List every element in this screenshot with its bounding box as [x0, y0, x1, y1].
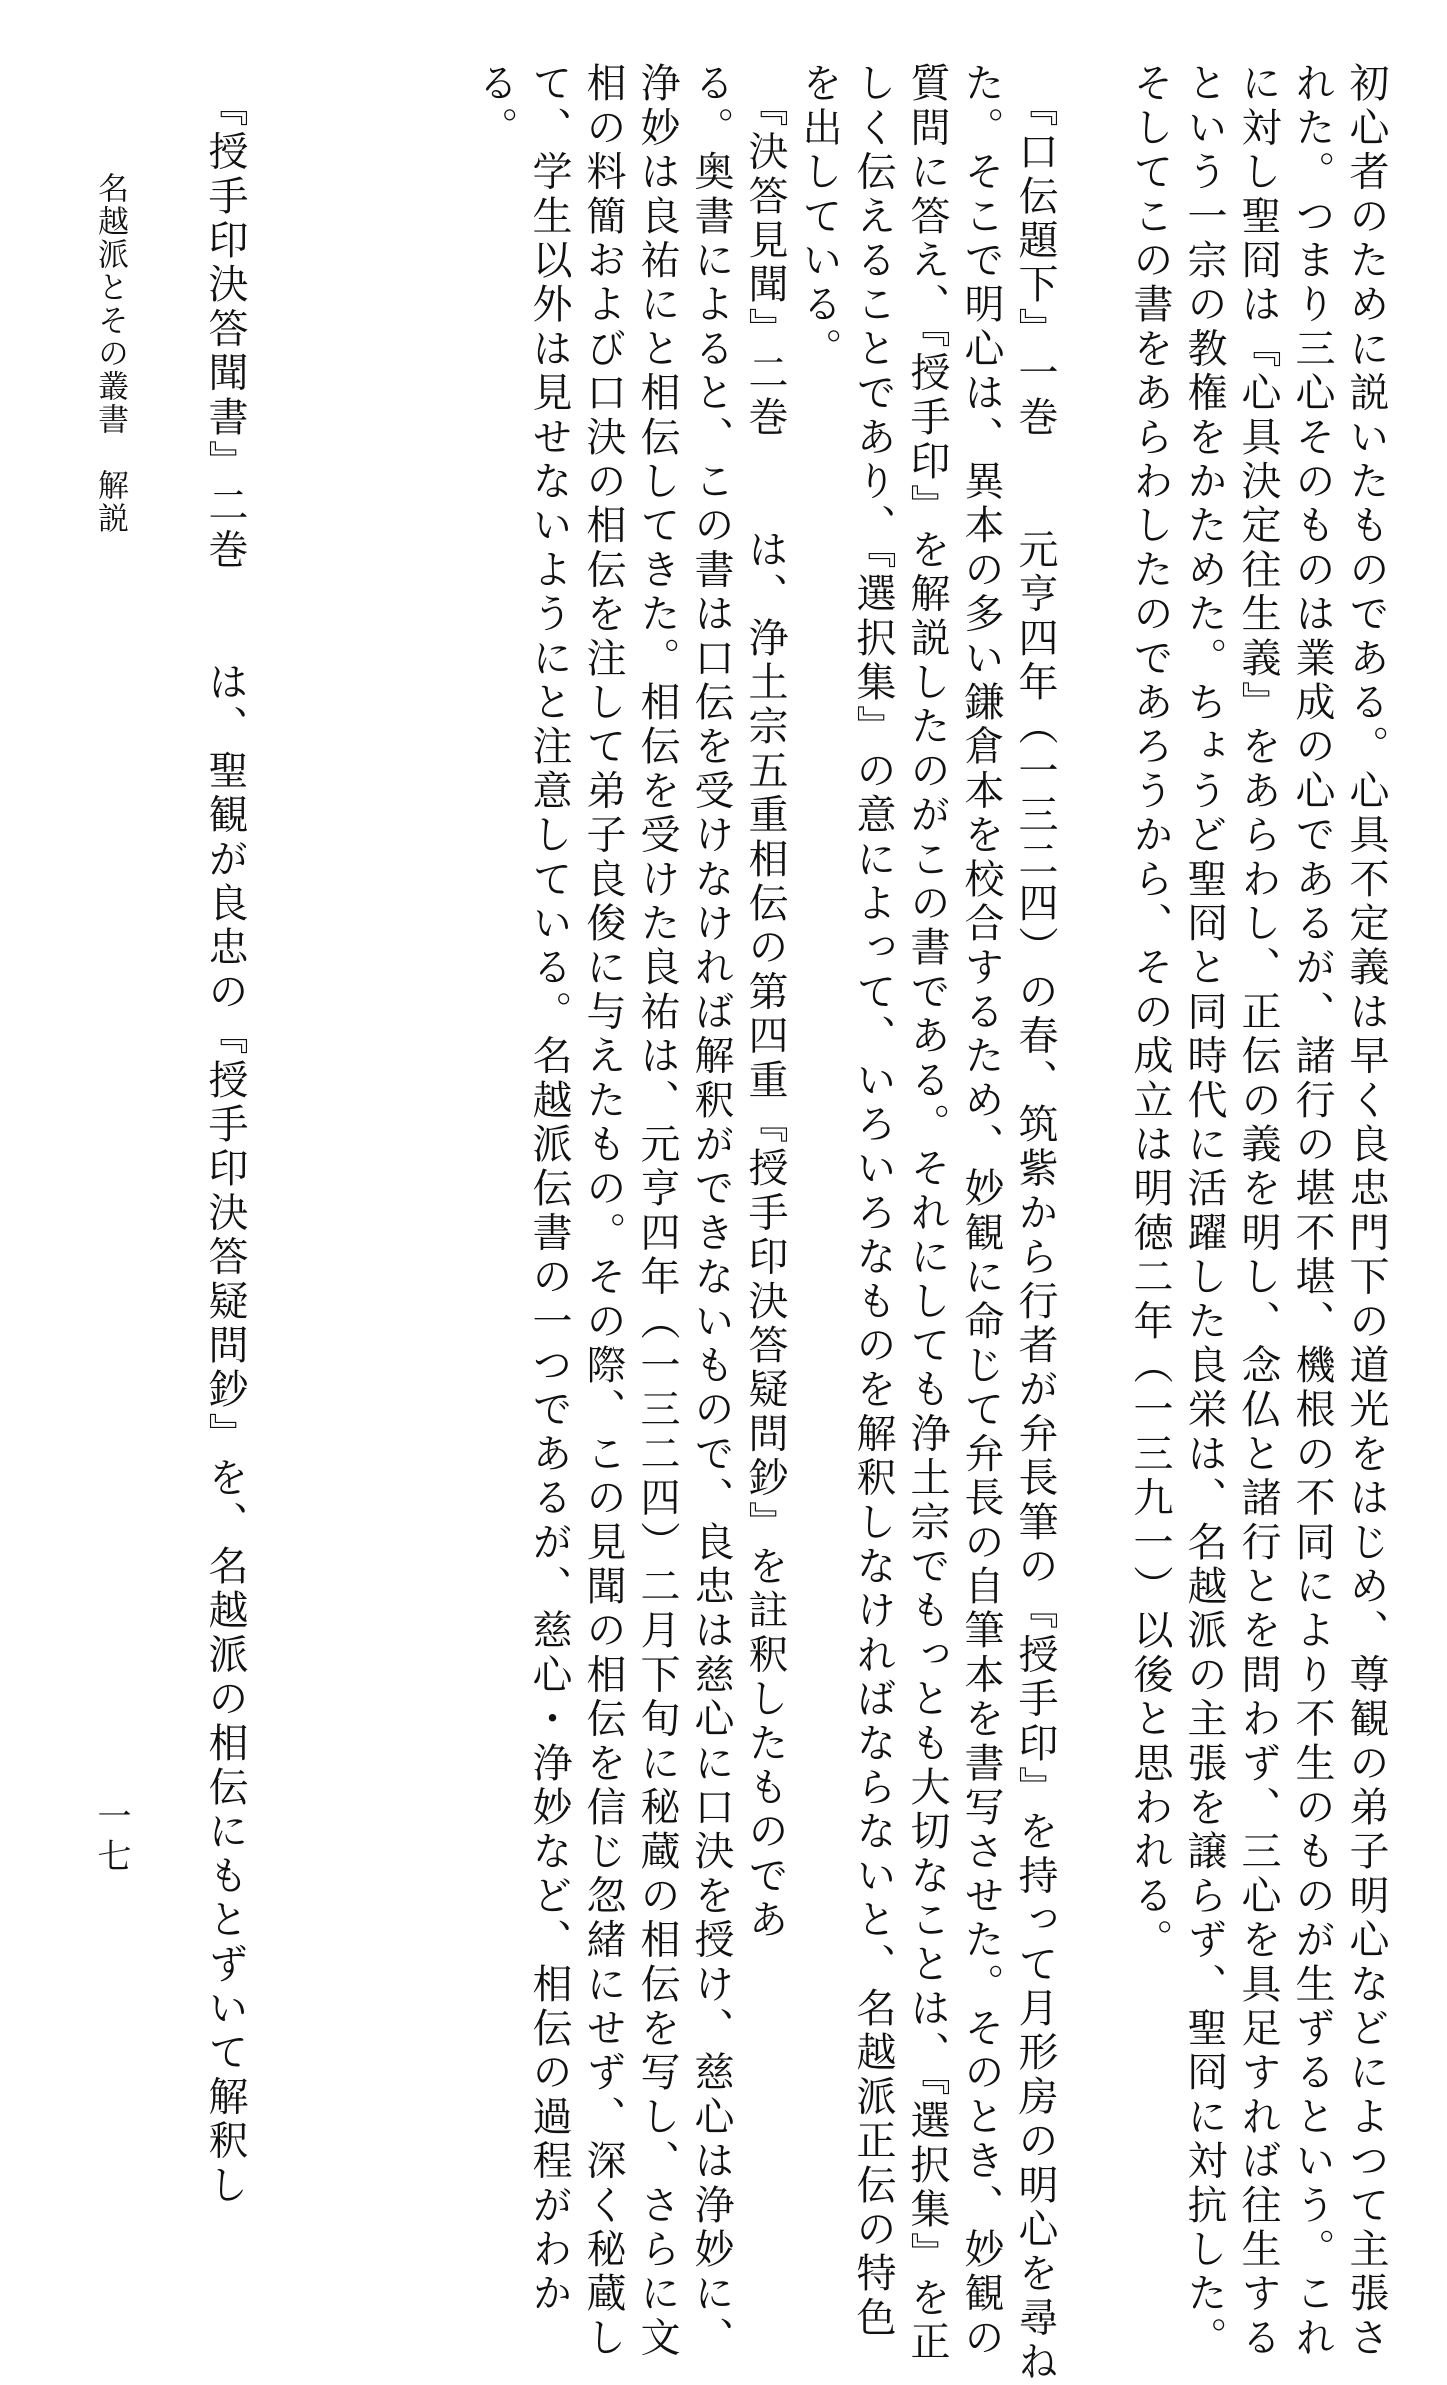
text-column-16: る。 — [472, 62, 518, 151]
text-column-11: 『決答見聞』二巻 は、浄土宗五重相伝の第四重『授手印決答疑問鈔』を註釈したものであ — [742, 62, 788, 1943]
text-column-5: そしてこの書をあらわしたのであろうから、その成立は明徳二年（一三九一）以後と思われる。 — [1127, 62, 1173, 1963]
text-column-17: 『授手印決答聞書』二巻 は、聖観が良忠の『授手印決答疑問鈔』を、名越派の相伝にもとずいて解釈し — [202, 62, 248, 2208]
text-column-6: 『口伝題下』一巻 元亨四年（一三二四）の春、筑紫から行者が弁長筆の『授手印』を持って月形房の明心を尋ね — [1012, 62, 1058, 2385]
text-column-10: を出している。 — [796, 62, 842, 372]
text-column-2: れた。つまり三心そのものは業成の心であるが、諸行の堪不堪、機根の不同により不生のものが生ずるという。これ — [1289, 62, 1335, 2361]
text-column-13: 浄妙は良祐にと相伝してきた。相伝を受けた良祐は、元亨四年（一三二四）二月下旬に秘蔵の相伝を写し、さらに文 — [634, 62, 680, 2361]
running-title: 名越派とその叢書 解説 — [92, 172, 128, 535]
text-column-12: る。奥書によると、この書は口伝を受けなければ解釈ができないもので、良忠は慈心に口決を授け、慈心は浄妙に、 — [688, 62, 734, 2361]
text-column-14: 相の料簡および口決の相伝を注して弟子良俊に与えたもの。その際、この見聞の相伝を信じ忽緒にせず、深く秘蔵し — [580, 62, 626, 2361]
page-number: 一七 — [91, 1798, 131, 1878]
text-column-3: に対し聖冏は『心具決定往生義』をあらわし、正伝の義を明し、念仏と諸行とを問わず、三心を具足すれば往生する — [1235, 62, 1281, 2361]
text-column-1: 初心者のために説いたものである。心具不定義は早く良忠門下の道光をはじめ、尊観の弟子明心などによつて主張さ — [1343, 62, 1389, 2361]
text-column-9: しく伝えることであり、『選択集』の意によって、いろいろなものを解釈しなければならないと、名越派正伝の特色 — [850, 62, 896, 2341]
text-column-15: て、学生以外は見せないようにと注意している。名越派伝書の一つであるが、慈心・浄妙など、相伝の過程がわか — [526, 62, 572, 2317]
text-column-4: という一宗の教権をかためた。ちょうど聖冏と同時代に活躍した良栄は、名越派の主張を譲らず、聖冏に対抗した。 — [1181, 62, 1227, 2361]
text-column-7: た。そこで明心は、異本の多い鎌倉本を校合するため、妙観に命じて弁長の自筆本を書写させた。そのとき、妙観の — [958, 62, 1004, 2361]
text-column-8: 質問に答え、『授手印』を解説したのがこの書である。それにしても浄土宗でもっとも大切なことは、『選択集』を正 — [904, 62, 950, 2365]
